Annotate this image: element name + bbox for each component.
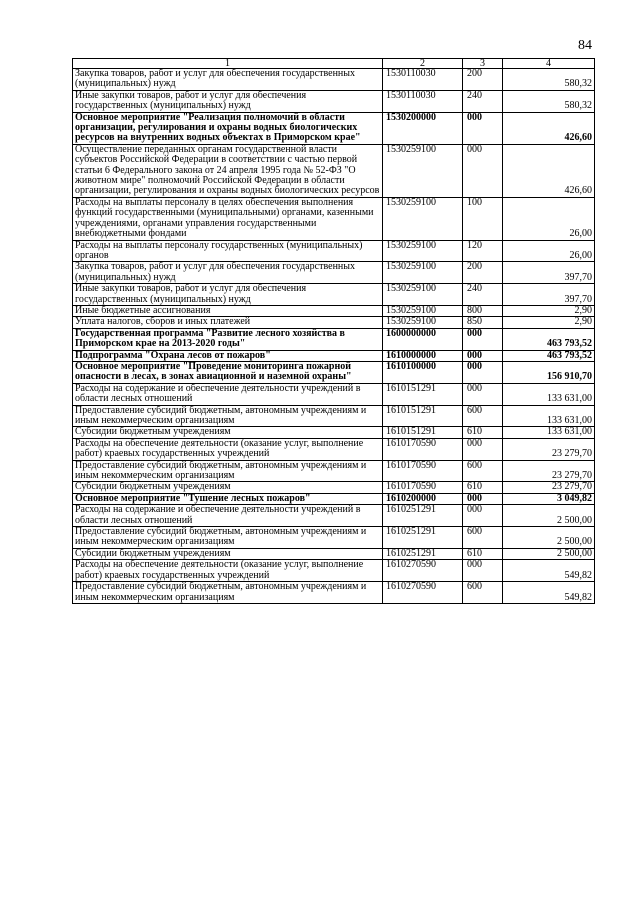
cell-amount: 2,90 — [503, 305, 595, 316]
cell-type: 600 — [463, 405, 503, 427]
cell-code: 1610270590 — [383, 582, 463, 604]
cell-type: 600 — [463, 582, 503, 604]
cell-type: 000 — [463, 361, 503, 383]
table-row — [73, 328, 595, 350]
cell-code: 1530259100 — [383, 305, 463, 316]
cell-amount: 397,70 — [503, 284, 595, 306]
cell-code: 1610000000 — [383, 350, 463, 361]
cell-amount: 580,32 — [503, 90, 595, 112]
table-row — [73, 505, 595, 527]
cell-amount: 2 500,00 — [503, 505, 595, 527]
cell-type: 800 — [463, 305, 503, 316]
cell-type: 100 — [463, 197, 503, 240]
cell-code: 1610251291 — [383, 527, 463, 549]
cell-type: 240 — [463, 90, 503, 112]
cell-type: 000 — [463, 505, 503, 527]
cell-name: Субсидии бюджетным учреждениям — [73, 482, 383, 493]
cell-type: 200 — [463, 69, 503, 91]
cell-code: 1530259100 — [383, 240, 463, 262]
cell-code: 1530259100 — [383, 197, 463, 240]
table-row — [73, 317, 595, 328]
cell-type: 000 — [463, 350, 503, 361]
cell-amount: 549,82 — [503, 582, 595, 604]
cell-type: 000 — [463, 112, 503, 144]
cell-amount: 133 631,00 — [503, 427, 595, 438]
header-cell-amount: 4 — [503, 59, 595, 69]
cell-amount: 23 279,70 — [503, 460, 595, 482]
cell-name: Уплата налогов, сборов и иных платежей — [73, 317, 383, 328]
cell-type: 000 — [463, 383, 503, 405]
cell-code: 1530259100 — [383, 262, 463, 284]
cell-code: 1600000000 — [383, 328, 463, 350]
cell-code: 1610151291 — [383, 427, 463, 438]
cell-name: Расходы на обеспечение деятельности (оказание услуг, выполнение работ) краевых государственных учреждений — [73, 560, 383, 582]
cell-code: 1610100000 — [383, 361, 463, 383]
table-row — [73, 90, 595, 112]
table-row — [73, 112, 595, 144]
cell-name: Государственная программа "Развитие лесного хозяйства в Приморском крае на 2013-2020 годы" — [73, 328, 383, 350]
header-cell-name: 1 — [73, 59, 383, 69]
header-cell-code: 2 — [383, 59, 463, 69]
cell-amount: 23 279,70 — [503, 482, 595, 493]
cell-code: 1610270590 — [383, 560, 463, 582]
cell-name: Иные закупки товаров, работ и услуг для обеспечения государственных (муниципальных) нужд — [73, 284, 383, 306]
cell-code: 1610251291 — [383, 548, 463, 559]
cell-name: Основное мероприятие "Проведение мониторинга пожарной опасности в лесах, в зонах авиационной и наземной охраны" — [73, 361, 383, 383]
cell-type: 120 — [463, 240, 503, 262]
cell-amount: 156 910,70 — [503, 361, 595, 383]
table-row — [73, 284, 595, 306]
cell-code: 1530110030 — [383, 90, 463, 112]
cell-type: 600 — [463, 460, 503, 482]
table-row — [73, 350, 595, 361]
table-row — [73, 482, 595, 493]
cell-amount: 133 631,00 — [503, 383, 595, 405]
cell-code: 1610170590 — [383, 460, 463, 482]
cell-code: 1530259100 — [383, 317, 463, 328]
cell-name: Предоставление субсидий бюджетным, автономным учреждениям и иным некоммерческим организациям — [73, 582, 383, 604]
cell-code: 1610151291 — [383, 405, 463, 427]
cell-amount: 397,70 — [503, 262, 595, 284]
table-row — [73, 361, 595, 383]
cell-name: Основное мероприятие "Реализация полномочий в области организации, регулирования и охраны водных биологических ресурсов на внутренних водных объектах в Приморском крае" — [73, 112, 383, 144]
cell-name: Расходы на выплаты персоналу государственных (муниципальных) органов — [73, 240, 383, 262]
cell-type: 610 — [463, 482, 503, 493]
cell-code: 1610151291 — [383, 383, 463, 405]
cell-amount: 26,00 — [503, 197, 595, 240]
cell-name: Осуществление переданных органам государственной власти субъектов Российской Федерации в соответствии с частью первой статьи 6 Федерального закона от 24 апреля 1995 года № 52-ФЗ "О животном мире" полномочий Российской Федерации в области организации, регулирования и охраны водных биологических ресурсов — [73, 144, 383, 197]
cell-name: Субсидии бюджетным учреждениям — [73, 427, 383, 438]
table-row — [73, 262, 595, 284]
cell-amount: 133 631,00 — [503, 405, 595, 427]
cell-name: Субсидии бюджетным учреждениям — [73, 548, 383, 559]
cell-amount: 463 793,52 — [503, 350, 595, 361]
table-row — [73, 197, 595, 240]
table-row — [73, 560, 595, 582]
cell-code: 1530259100 — [383, 284, 463, 306]
table-row — [73, 460, 595, 482]
cell-type: 000 — [463, 144, 503, 197]
cell-name: Закупка товаров, работ и услуг для обеспечения государственных (муниципальных) нужд — [73, 262, 383, 284]
cell-code: 1610251291 — [383, 505, 463, 527]
table-row — [73, 69, 595, 91]
table-row — [73, 438, 595, 460]
cell-amount: 3 049,82 — [503, 493, 595, 504]
header-cell-type: 3 — [463, 59, 503, 69]
cell-amount: 549,82 — [503, 560, 595, 582]
cell-type: 000 — [463, 438, 503, 460]
cell-type: 200 — [463, 262, 503, 284]
cell-type: 000 — [463, 328, 503, 350]
cell-amount: 426,60 — [503, 144, 595, 197]
cell-name: Закупка товаров, работ и услуг для обеспечения государственных (муниципальных) нужд — [73, 69, 383, 91]
cell-name: Предоставление субсидий бюджетным, автономным учреждениям и иным некоммерческим организациям — [73, 527, 383, 549]
table-row — [73, 383, 595, 405]
cell-name: Иные бюджетные ассигнования — [73, 305, 383, 316]
cell-code: 1610170590 — [383, 482, 463, 493]
cell-name: Расходы на содержание и обеспечение деятельности учреждений в области лесных отношений — [73, 383, 383, 405]
cell-type: 000 — [463, 493, 503, 504]
table-row — [73, 527, 595, 549]
budget-table-body — [73, 59, 595, 604]
cell-code: 1610170590 — [383, 438, 463, 460]
cell-type: 610 — [463, 427, 503, 438]
cell-type: 610 — [463, 548, 503, 559]
cell-name: Предоставление субсидий бюджетным, автономным учреждениям и иным некоммерческим организациям — [73, 405, 383, 427]
cell-name: Расходы на выплаты персоналу в целях обеспечения выполнения функций государственными (муниципальными) органами, казенными учреждениями, органами управления государственными внебюджетными фондами — [73, 197, 383, 240]
cell-type: 000 — [463, 560, 503, 582]
cell-name: Расходы на содержание и обеспечение деятельности учреждений в области лесных отношений — [73, 505, 383, 527]
table-row — [73, 305, 595, 316]
cell-amount: 2 500,00 — [503, 548, 595, 559]
table-row — [73, 427, 595, 438]
cell-code: 1530200000 — [383, 112, 463, 144]
cell-amount: 426,60 — [503, 112, 595, 144]
cell-amount: 23 279,70 — [503, 438, 595, 460]
table-row — [73, 493, 595, 504]
cell-code: 1610200000 — [383, 493, 463, 504]
table-row — [73, 548, 595, 559]
budget-table — [72, 58, 595, 604]
cell-name: Иные закупки товаров, работ и услуг для обеспечения государственных (муниципальных) нужд — [73, 90, 383, 112]
cell-code: 1530259100 — [383, 144, 463, 197]
table-row — [73, 405, 595, 427]
cell-name: Расходы на обеспечение деятельности (оказание услуг, выполнение работ) краевых государственных учреждений — [73, 438, 383, 460]
cell-amount: 2 500,00 — [503, 527, 595, 549]
cell-amount: 463 793,52 — [503, 328, 595, 350]
cell-name: Основное мероприятие "Тушение лесных пожаров" — [73, 493, 383, 504]
cell-name: Предоставление субсидий бюджетным, автономным учреждениям и иным некоммерческим организациям — [73, 460, 383, 482]
table-row — [73, 582, 595, 604]
cell-amount: 580,32 — [503, 69, 595, 91]
page-number: 84 — [578, 38, 592, 53]
header-row — [73, 59, 595, 69]
cell-type: 600 — [463, 527, 503, 549]
cell-code: 1530110030 — [383, 69, 463, 91]
cell-amount: 2,90 — [503, 317, 595, 328]
cell-type: 240 — [463, 284, 503, 306]
cell-amount: 26,00 — [503, 240, 595, 262]
cell-name: Подпрограмма "Охрана лесов от пожаров" — [73, 350, 383, 361]
cell-type: 850 — [463, 317, 503, 328]
table-row — [73, 240, 595, 262]
table-row — [73, 144, 595, 197]
